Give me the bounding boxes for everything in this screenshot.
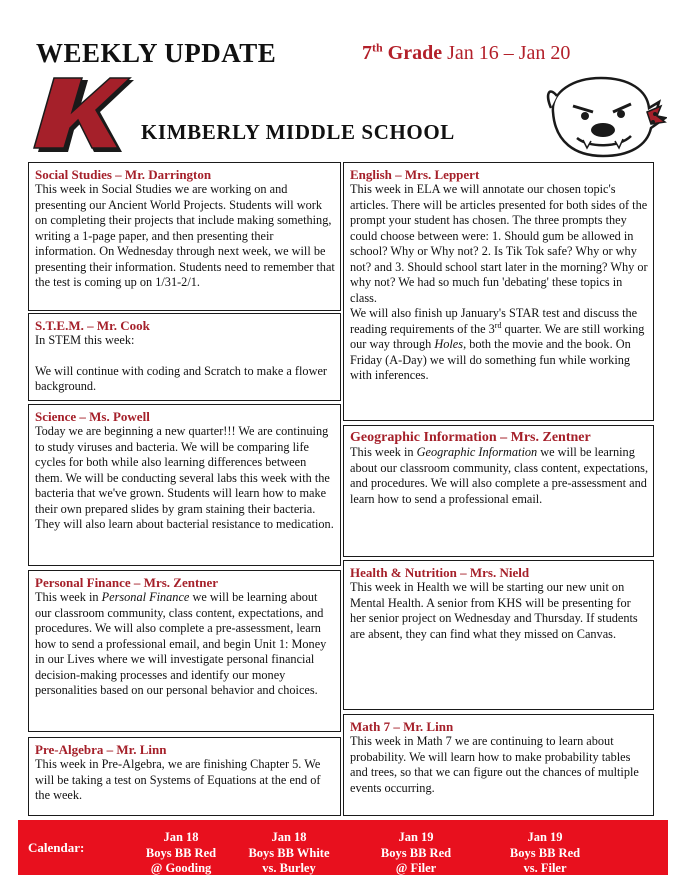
newsletter-title: WEEKLY UPDATE — [36, 38, 277, 68]
health-nutrition-title: Health & Nutrition – Mrs. Nield — [350, 565, 530, 580]
grade-and-dates — [362, 42, 570, 65]
event-opponent: @ Filer — [395, 861, 437, 875]
event-date: Jan 18 — [163, 830, 199, 844]
date-range: Jan 16 – Jan 20 — [447, 42, 571, 64]
english-title: English – Mrs. Leppert — [350, 167, 480, 182]
event-date: Jan 19 — [398, 830, 434, 844]
personal-finance-body: This week in Personal Finance we will be learning about our classroom community, class content, expectations, and procedures. We will also complete a pre-assessment, learn how to send a professional email, and begin Unit 1: Money in our Lives where we will investigate personal financial decision-making processes and identify our money personalities based on our personal behavior and choices. — [35, 590, 327, 697]
science-body: Today we are beginning a new quarter!!! We are continuing to study viruses and bacteria. We will be comparing life cycles for both while also learning differences between them. We will be conducting several labs this week with the bacteria that we've grown. Students will learn how to make their own prepared slides by gram staining their bacteria. They will also learn about bacterial resistance to medication. — [35, 424, 334, 531]
social-studies-body: This week in Social Studies we are working on and presenting our Ancient World Projects. Students will work on completing their projects that include making something, writing a 1-page paper, and then presenting their information. On Wednesday through next week, we will be presenting their information. Students need to remember that the test is coming up on 1/31-2/1. — [35, 182, 335, 289]
event-team: Boys BB Red — [145, 845, 217, 860]
event-opponent: @ Gooding — [150, 861, 212, 875]
english-body-2: We will also finish up January's STAR test and discuss the reading requirements of the 3rd quarter. We are still working our way through Holes, both the movie and the book. On Friday (A-Day) we will do something fun while working with inferences. — [350, 306, 645, 382]
pre-algebra-section — [28, 737, 341, 816]
science-title: Science – Ms. Powell — [35, 409, 150, 424]
english-section — [343, 162, 654, 421]
event-team: Boys BB Red — [509, 845, 581, 860]
social-studies-section — [28, 162, 341, 311]
bulldog-mascot-icon — [543, 72, 667, 160]
event-team: Boys BB Red — [380, 845, 452, 860]
geographic-information-section — [343, 425, 654, 557]
math7-title: Math 7 – Mr. Linn — [350, 719, 454, 734]
grade-label: 7th Grade — [362, 40, 443, 64]
event-team: Boys BB White — [248, 845, 330, 860]
english-body-1: This week in ELA we will annotate our chosen topic's articles. There will be articles presented for both sides of the prompt your student has chosen. The three prompts they could choose between were: 1. Should gum be allowed in school? Why or Why not? 2. Is Tik Tok safe? Why or why not? and 3. Should school start later in the morning? Why or why not? We had so much fun 'debating' these topics in class. — [350, 182, 648, 305]
event-opponent: vs. Filer — [523, 861, 567, 875]
pre-algebra-title: Pre-Algebra – Mr. Linn — [35, 742, 167, 757]
calendar-label: Calendar: — [28, 840, 85, 855]
health-nutrition-section — [343, 560, 654, 710]
geographic-information-body: This week in Geographic Information we will be learning about our classroom community, class content, expectations, and procedures. We will also complete a pre-assessment and learn how to send a professional email. — [350, 445, 649, 506]
stem-title: S.T.E.M. – Mr. Cook — [35, 318, 150, 333]
personal-finance-title: Personal Finance – Mrs. Zentner — [35, 575, 219, 590]
stem-body: We will continue with coding and Scratch to make a flower background. — [35, 363, 327, 393]
school-name: KIMBERLY MIDDLE SCHOOL — [141, 120, 455, 144]
calendar-event — [490, 830, 600, 877]
k-logo-letter: K — [30, 76, 31, 77]
personal-finance-section — [28, 570, 341, 732]
calendar-event — [234, 830, 344, 877]
health-nutrition-body: This week in Health we will be starting our new unit on Mental Health. A senior from KHS will be presenting for her senior project on Wednesday and Thursday. If students are absent, they can find what they missed on Canvas. — [350, 580, 638, 641]
event-date: Jan 19 — [527, 830, 563, 844]
stem-section — [28, 313, 341, 401]
geographic-information-title: Geographic Information – Mrs. Zentner — [350, 430, 591, 445]
pre-algebra-body: This week in Pre-Algebra, we are finishing Chapter 5. We will be taking a test on Systems of Equations at the end of the week. — [35, 757, 321, 802]
calendar-event — [361, 830, 471, 877]
social-studies-title: Social Studies – Mr. Darrington — [35, 167, 212, 182]
calendar-event — [126, 830, 236, 877]
k-logo-icon — [30, 76, 138, 154]
math7-section — [343, 714, 654, 816]
math7-body: This week in Math 7 we are continuing to learn about probability. We will learn how to make probability tables and trees, so that we can figure out the chances of multiple events occurring. — [350, 734, 639, 795]
event-opponent: vs. Burley — [262, 861, 316, 875]
stem-intro: In STEM this week: — [35, 333, 135, 347]
event-date: Jan 18 — [271, 830, 307, 844]
calendar-bar — [18, 820, 668, 875]
science-section — [28, 404, 341, 566]
